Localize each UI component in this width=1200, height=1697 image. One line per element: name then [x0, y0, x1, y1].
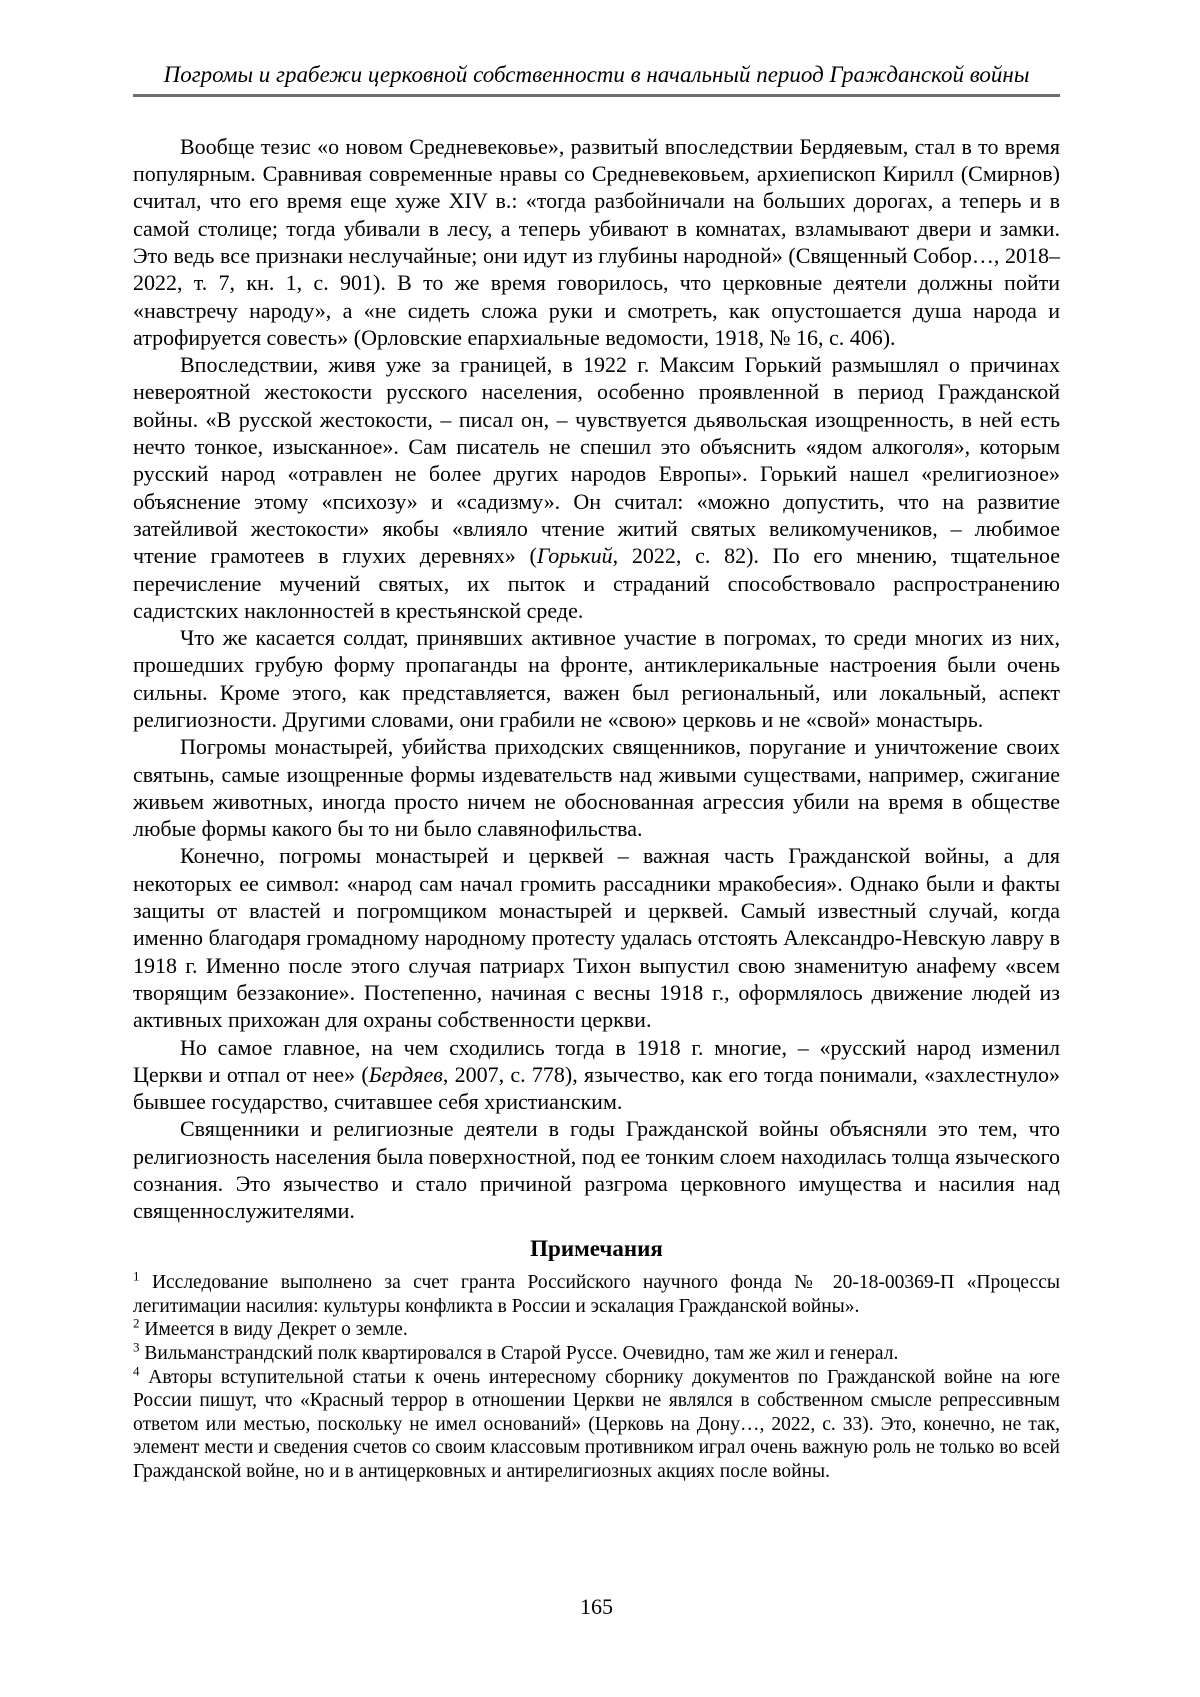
paragraph	[133, 624, 1060, 733]
footnote-number: 2	[133, 1315, 140, 1331]
paragraph	[133, 1115, 1060, 1224]
paragraph-text: , 2007, с. 778), язычество, как его тогда понимали, «захлестнуло» бывшее государство, считавшее себя христианским.	[133, 1061, 1060, 1115]
running-header-title: Погромы и грабежи церковной собственности в начальный период Гражданской войны	[163, 62, 1030, 87]
paragraph	[133, 733, 1060, 842]
paragraph	[133, 351, 1060, 624]
notes-heading: Примечания	[530, 1235, 663, 1261]
paragraph-text: , 2022, с. 82). По его мнению, тщательное перечисление мучений святых, их пыток и страданий способствовало распространению садистских наклонностей в крестьянской среде.	[133, 543, 1061, 623]
paragraph-text: Впоследствии, живя уже за границей, в 1922 г. Максим Горький размышлял о причинах невероятной жестокости русского населения, особенно проявленной в период Гражданской войны. «В русской жестокости, – писал он, – чувствуется дьявольская изощренность, в ней есть нечто тонкое, изысканное». Сам писатель не спешил это объяснить «ядом алкоголя», которым русский народ «отравлен не более других народов Европы». Горький нашел «религиозное» объяснение этому «психозу» и «садизму». Он считал: «можно допустить, что на развитие затейливой жестокости» якобы «влияло чтение житий святых великомучеников, – любимое чтение грамотеев в глухих деревнях» (	[133, 352, 1060, 569]
cited-author: Горький	[536, 543, 613, 569]
footnote-number: 3	[133, 1339, 140, 1355]
paragraph	[133, 842, 1060, 1033]
paragraph-text: Вообще тезис «о новом Средневековье», развитый впоследствии Бердяевым, стал в то время популярным. Сравнивая современные нравы со Средневековьем, архиепископ Кирилл (Смирнов) считал, что его время еще хуже XIV в.: «тогда разбойничали на больших дорогах, а теперь и в самой столице; тогда убивали в лесу, а теперь убивают в комнатах, взламывают двери и замки. Это ведь все признаки неслучайные; они идут из глубины народной» (Священный Собор…, 2018–2022, т. 7, кн. 1, с. 901). В то же время говорилось, что церковные деятели должны пойти «навстречу народу», а «не сидеть сложа руки и смотреть, как опустошается душа народа и атрофируется совесть» (Орловские епархиальные ведомости, 1918, № 16, с. 406).	[133, 133, 1060, 350]
paragraph-text: Конечно, погромы монастырей и церквей – важная часть Гражданской войны, а для некоторых ее символ: «народ сам начал громить рассадники мракобесия». Однако были и факты защиты от властей и погромщиком монастырей и церквей. Самый известный случай, когда именно благодаря громадному народному протесту удалась отстоять Александро-Невскую лавру в 1918 г. Именно после этого случая патриарх Тихон выпустил свою знаменитую анафему «всем творящим беззаконие». Постепенно, начиная с весны 1918 г., оформлялось движение людей из активных прихожан для охраны собственности церкви.	[133, 843, 1060, 1033]
header-rule	[133, 94, 1060, 97]
footnote-number: 4	[133, 1363, 140, 1379]
footnote: $^4$ Авторы вступительной статьи к очень интересному сборнику документов по Гражданской войне на юге России пишут, что «Красный террор в отношении Церкви не являлся в собственном смысле репрессивным ответом или местью, поскольку не имел оснований» (Церковь на Дону…, 2022, с. 33). Это, конечно, не так, элемент мести и сведения счетов со своим классовым противником играл очень важную роль не только во всей Гражданской войне, но и в антицерковных и антирелигиозных акциях после войны.	[133, 1363, 1060, 1482]
cited-author: Бердяев	[368, 1061, 443, 1087]
article-body	[133, 133, 1060, 1225]
page-content	[133, 0, 1060, 1484]
paragraph	[133, 133, 1060, 351]
footnote-number: 1	[133, 1268, 140, 1284]
paragraph-text: Погромы монастырей, убийства приходских священников, поругание и уничтожение своих святынь, самые изощренные формы издевательств над живыми существами, например, сжигание живьем животных, иногда просто ничем не обоснованная агрессия убили на время в обществе любые формы какого бы то ни было славянофильства.	[133, 734, 1060, 842]
notes-list	[133, 1268, 1060, 1483]
footnote: $^3$ Вильманстрандский полк квартировался в Старой Руссе. Очевидно, там же жил и генерал.	[133, 1339, 899, 1364]
paragraph	[133, 1034, 1060, 1116]
footnote: $^1$ Исследование выполнено за счет гранта Российского научного фонда № 20-18-00369-П «Процессы легитимации насилия: культуры конфликта в России и эскалация Гражданской войны».	[133, 1268, 1060, 1317]
paragraph-text: Но самое главное, на чем сходились тогда в 1918 г. многие, – «русский народ изменил Церкви и отпал от нее» (	[133, 1034, 1060, 1087]
page-number: 165	[580, 1594, 613, 1619]
paragraph-text: Что же касается солдат, принявших активное участие в погромах, то среди многих из них, прошедших грубую форму пропаганды на фронте, антиклерикальные настроения были очень сильны. Кроме этого, как представляется, важен был региональный, или локальный, аспект религиозности. Другими словами, они грабили не «свою» церковь и не «свой» монастырь.	[133, 625, 1060, 732]
footnote: $^2$ Имеется в виду Декрет о земле.	[133, 1315, 408, 1341]
paragraph-text: Священники и религиозные деятели в годы Гражданской войны объясняли это тем, что религиозность населения была поверхностной, под ее тонким слоем находилась толща языческого сознания. Это язычество и стало причиной разгрома церковного имущества и насилия над священнослужителями.	[133, 1116, 1060, 1224]
